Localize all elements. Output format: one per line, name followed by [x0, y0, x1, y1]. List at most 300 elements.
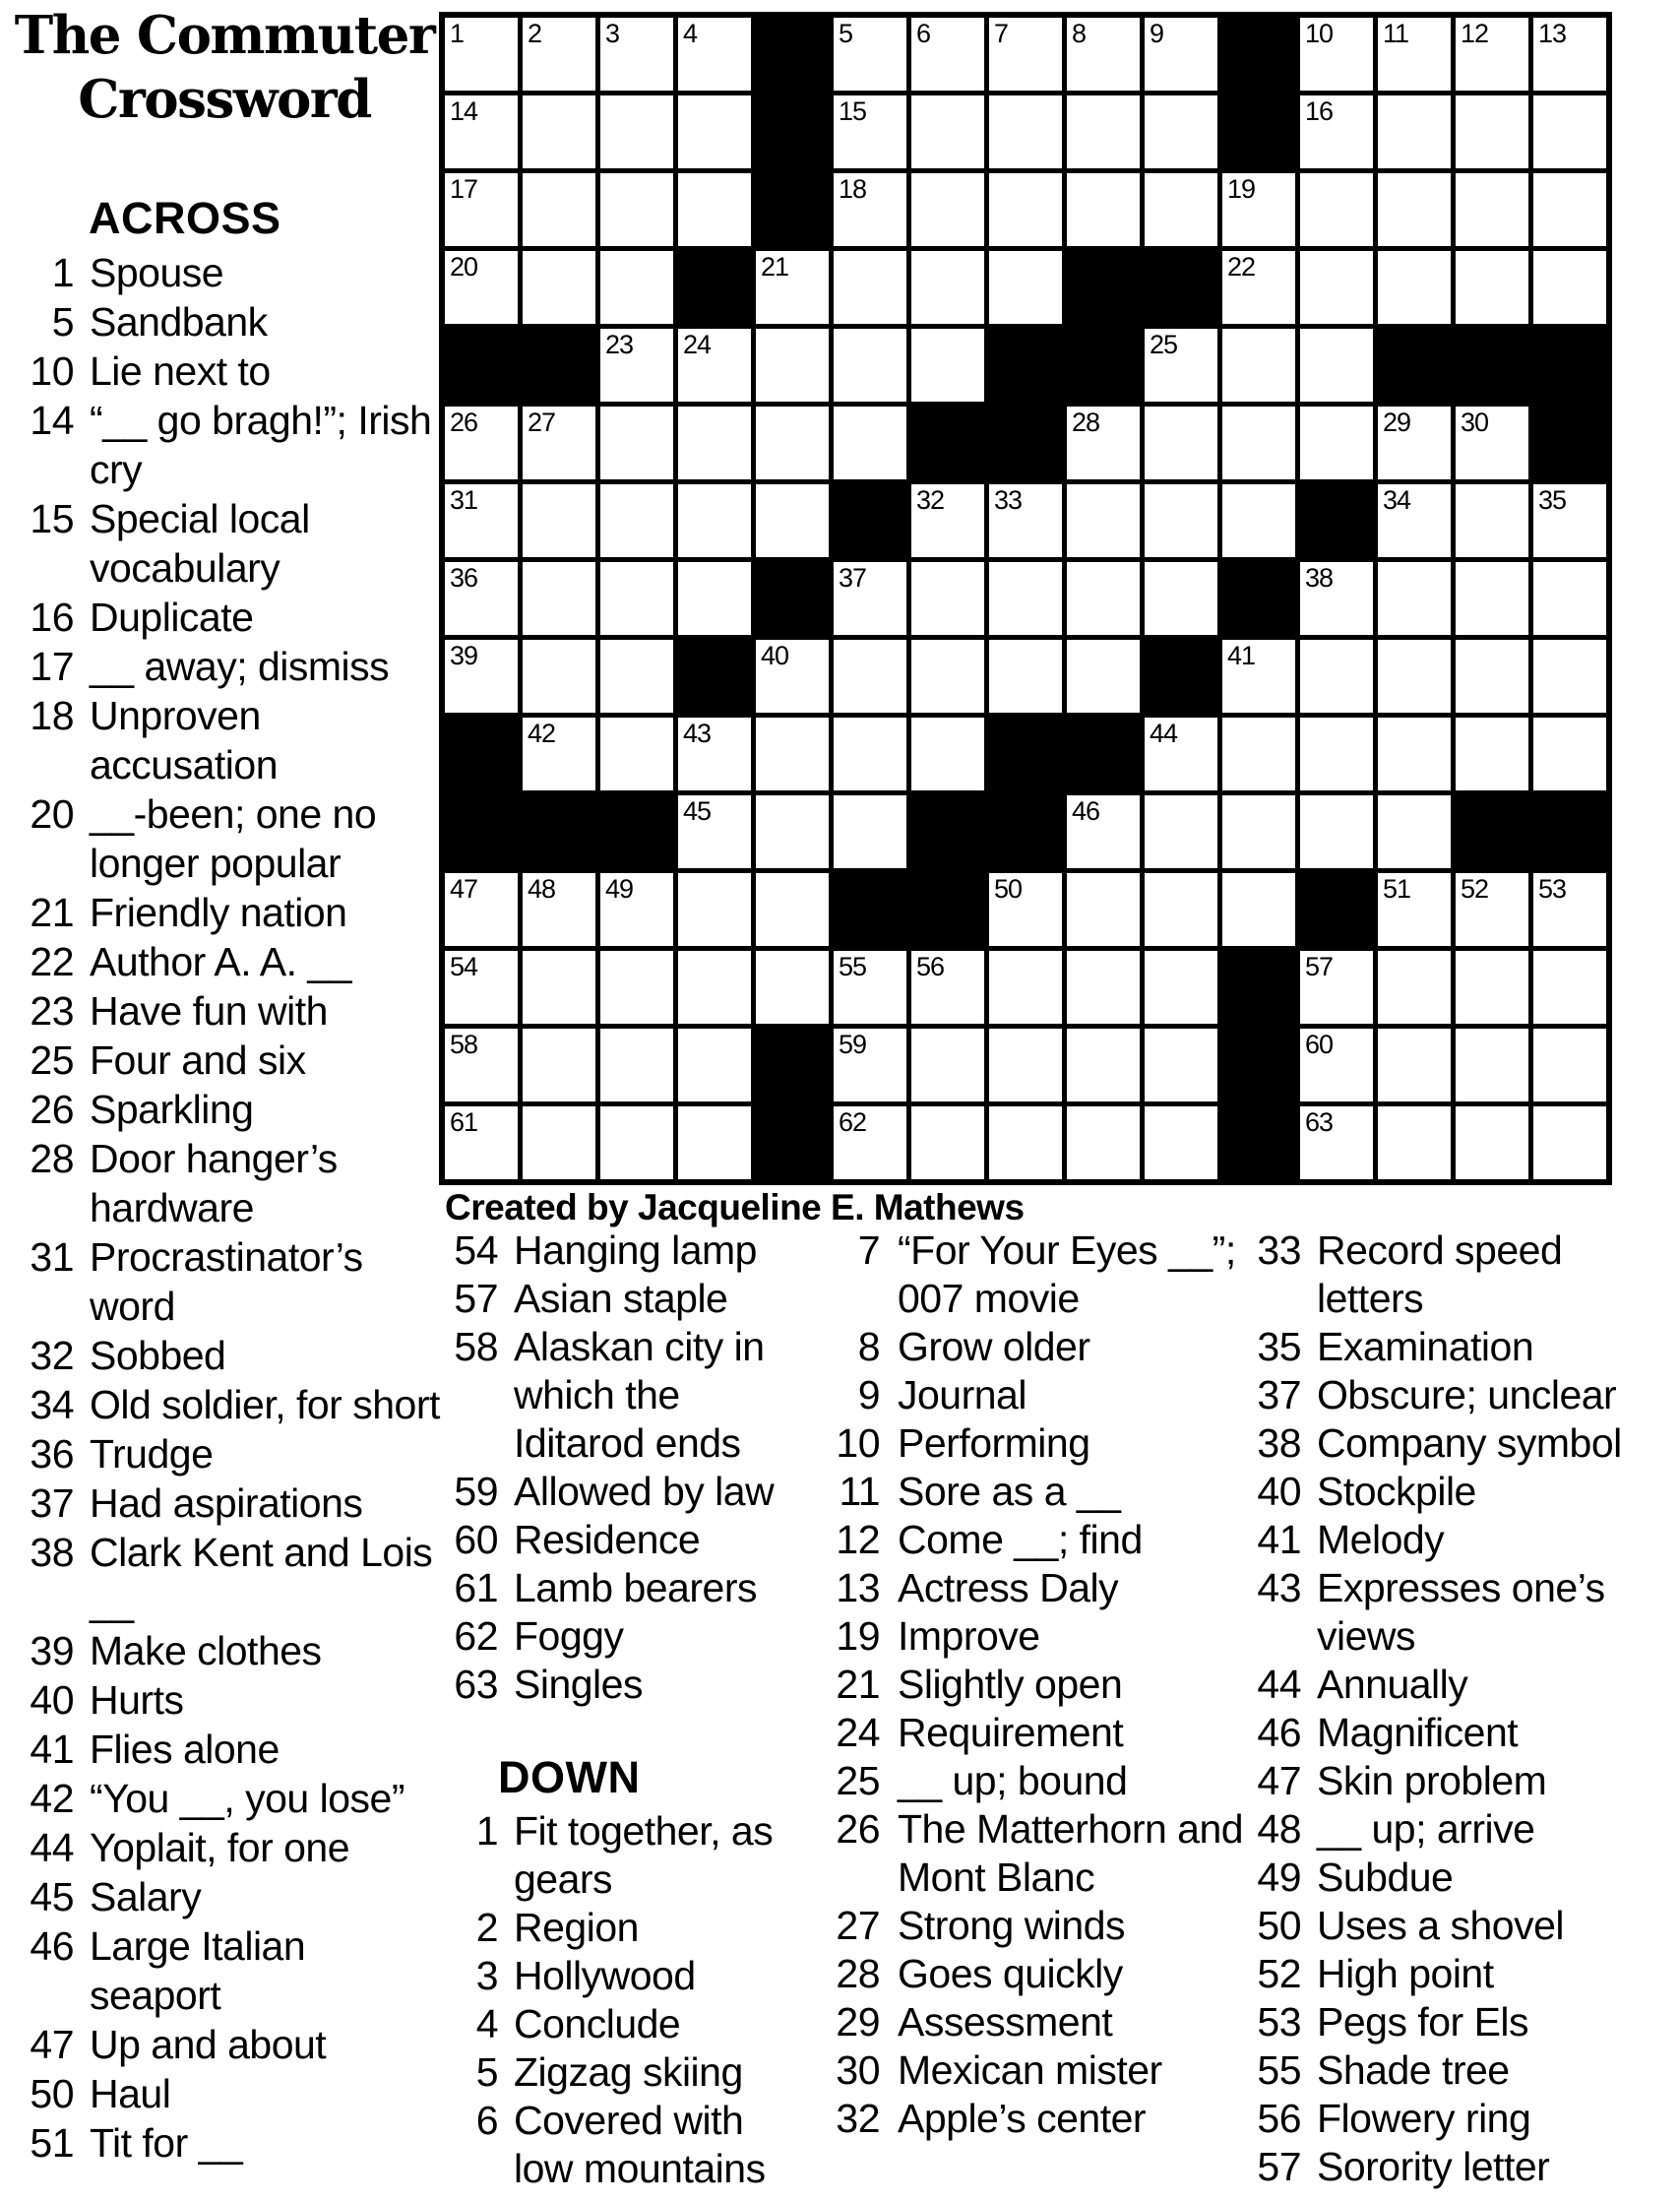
- cell-number: 57: [1305, 952, 1334, 981]
- grid-cell[interactable]: [756, 795, 829, 868]
- grid-cell[interactable]: [678, 95, 751, 168]
- grid-cell[interactable]: [1222, 407, 1295, 479]
- grid-cell[interactable]: [989, 951, 1062, 1024]
- grid-cell[interactable]: [1456, 951, 1528, 1024]
- grid-cell[interactable]: [1533, 1029, 1606, 1101]
- clue-item: [15, 642, 444, 691]
- grid-cell[interactable]: [1067, 1029, 1140, 1101]
- grid-cell[interactable]: [678, 1106, 751, 1179]
- grid-cell-black: [834, 484, 906, 557]
- grid-cell[interactable]: [1222, 718, 1295, 790]
- clue-number: 33: [1257, 1227, 1301, 1273]
- grid-cell[interactable]: [1222, 640, 1295, 713]
- clue-number: 60: [454, 1517, 498, 1562]
- clue-number: 27: [836, 1903, 880, 1948]
- grid-cell[interactable]: [1456, 1029, 1528, 1101]
- grid-cell[interactable]: [989, 173, 1062, 246]
- grid-cell[interactable]: [834, 951, 906, 1024]
- grid-cell[interactable]: [1067, 407, 1140, 479]
- grid-cell[interactable]: [989, 95, 1062, 168]
- grid-cell[interactable]: [445, 95, 518, 168]
- cell-number: 23: [605, 330, 634, 359]
- clue-number: 39: [30, 1628, 74, 1673]
- grid-cell[interactable]: [834, 718, 906, 790]
- grid-cell[interactable]: [600, 173, 673, 246]
- clue-text: Come __; find: [898, 1517, 1143, 1562]
- cell-number: 15: [839, 96, 867, 126]
- clue-number: 15: [30, 496, 74, 541]
- grid-cell[interactable]: [600, 640, 673, 713]
- across-header: ACROSS: [89, 193, 281, 243]
- grid-cell[interactable]: [1378, 1106, 1451, 1179]
- grid-cell[interactable]: [523, 18, 595, 91]
- grid-cell-black: [1533, 407, 1606, 479]
- grid-cell[interactable]: [911, 484, 984, 557]
- grid-cell[interactable]: [445, 640, 518, 713]
- grid-cell[interactable]: [1222, 173, 1295, 246]
- grid-cell[interactable]: [1533, 873, 1606, 946]
- grid-cell-black: [1378, 329, 1451, 402]
- grid-cell[interactable]: [834, 251, 906, 324]
- clue-item: [811, 1902, 1244, 1950]
- grid-cell[interactable]: [1533, 173, 1606, 246]
- clue-number: 1: [475, 1808, 498, 1854]
- grid-cell[interactable]: [911, 329, 984, 402]
- grid-cell[interactable]: [523, 1029, 595, 1101]
- cell-number: 48: [528, 874, 556, 904]
- clue-item: [15, 1429, 444, 1478]
- grid-cell[interactable]: [678, 562, 751, 635]
- grid-cell[interactable]: [1456, 18, 1528, 91]
- grid-cell[interactable]: [1378, 795, 1451, 868]
- grid-cell[interactable]: [523, 251, 595, 324]
- grid-cell[interactable]: [1456, 173, 1528, 246]
- grid-cell[interactable]: [1378, 484, 1451, 557]
- grid-cell[interactable]: [911, 718, 984, 790]
- grid-cell[interactable]: [834, 1106, 906, 1179]
- grid-cell[interactable]: [1145, 18, 1217, 91]
- clue-text: Salary: [90, 1874, 202, 1919]
- grid-cell[interactable]: [989, 873, 1062, 946]
- grid-cell[interactable]: [1300, 329, 1373, 402]
- grid-cell[interactable]: [600, 562, 673, 635]
- grid-cell[interactable]: [600, 95, 673, 168]
- grid-cell[interactable]: [445, 407, 518, 479]
- crossword-grid: [439, 12, 1612, 1185]
- grid-cell[interactable]: [523, 484, 595, 557]
- clue-item: [1240, 1564, 1644, 1661]
- grid-cell[interactable]: [678, 407, 751, 479]
- cell-number: 33: [994, 485, 1023, 515]
- grid-cell[interactable]: [911, 1029, 984, 1101]
- clue-text: Slightly open: [898, 1662, 1123, 1707]
- grid-cell[interactable]: [834, 640, 906, 713]
- grid-cell[interactable]: [1533, 951, 1606, 1024]
- grid-cell[interactable]: [834, 18, 906, 91]
- clue-text: Stockpile: [1317, 1469, 1476, 1514]
- clue-text: Sandbank: [90, 299, 268, 345]
- grid-cell[interactable]: [1145, 173, 1217, 246]
- clue-item: [439, 1807, 793, 1904]
- clue-item: [15, 2020, 444, 2069]
- grid-cell[interactable]: [989, 484, 1062, 557]
- grid-cell[interactable]: [1378, 640, 1451, 713]
- clue-item: [15, 1380, 444, 1429]
- grid-cell[interactable]: [445, 562, 518, 635]
- clue-item: [15, 396, 444, 494]
- puzzle-title: The Commuter Crossword: [14, 5, 435, 130]
- grid-cell[interactable]: [1145, 1029, 1217, 1101]
- grid-cell[interactable]: [1378, 562, 1451, 635]
- grid-cell-black: [1222, 18, 1295, 91]
- cell-number: 37: [839, 563, 867, 593]
- grid-cell[interactable]: [911, 562, 984, 635]
- grid-cell[interactable]: [678, 951, 751, 1024]
- grid-cell[interactable]: [445, 951, 518, 1024]
- clue-item: [811, 1323, 1244, 1371]
- clue-text: Grow older: [898, 1324, 1090, 1369]
- clue-item: [15, 1085, 444, 1134]
- clue-number: 23: [30, 988, 74, 1034]
- across-continued-and-down-column: [439, 1226, 793, 2193]
- grid-cell[interactable]: [911, 18, 984, 91]
- cell-number: 55: [839, 952, 867, 981]
- clue-item: [1240, 1323, 1644, 1371]
- grid-cell[interactable]: [445, 873, 518, 946]
- clue-item: [1240, 1419, 1644, 1468]
- cell-number: 49: [605, 874, 634, 904]
- grid-cell[interactable]: [600, 251, 673, 324]
- grid-cell[interactable]: [445, 484, 518, 557]
- clue-item: [811, 1371, 1244, 1419]
- grid-cell[interactable]: [600, 407, 673, 479]
- cell-number: 40: [761, 641, 789, 670]
- grid-cell[interactable]: [989, 562, 1062, 635]
- grid-cell[interactable]: [911, 95, 984, 168]
- clue-number: 52: [1257, 1951, 1301, 1996]
- clue-item: [439, 1323, 793, 1468]
- grid-cell[interactable]: [1145, 95, 1217, 168]
- grid-cell[interactable]: [445, 1029, 518, 1101]
- grid-cell[interactable]: [523, 95, 595, 168]
- grid-cell[interactable]: [834, 1029, 906, 1101]
- cell-number: 39: [450, 641, 478, 670]
- clue-number: 36: [30, 1431, 74, 1477]
- grid-cell[interactable]: [1222, 329, 1295, 402]
- grid-cell[interactable]: [834, 795, 906, 868]
- clue-text: Flies alone: [90, 1727, 280, 1772]
- clue-text: Expresses one’s views: [1317, 1565, 1605, 1659]
- clue-text: Friendly nation: [90, 890, 347, 935]
- clue-number: 32: [836, 2096, 880, 2141]
- grid-cell[interactable]: [989, 1106, 1062, 1179]
- clue-text: Company symbol: [1317, 1420, 1622, 1466]
- clue-item: [1240, 1371, 1644, 1419]
- grid-cell[interactable]: [1300, 795, 1373, 868]
- grid-cell[interactable]: [1300, 1029, 1373, 1101]
- clue-text: Fit together, as gears: [514, 1808, 774, 1902]
- grid-cell[interactable]: [1378, 251, 1451, 324]
- clue-item: [1240, 2046, 1644, 2095]
- grid-cell[interactable]: [1533, 562, 1606, 635]
- grid-cell[interactable]: [756, 251, 829, 324]
- grid-cell[interactable]: [1300, 1106, 1373, 1179]
- grid-cell[interactable]: [600, 873, 673, 946]
- clue-text: Apple’s center: [898, 2096, 1147, 2141]
- clue-item: [15, 937, 444, 986]
- grid-cell[interactable]: [1378, 18, 1451, 91]
- grid-cell-black: [678, 640, 751, 713]
- grid-cell[interactable]: [834, 329, 906, 402]
- grid-cell[interactable]: [1533, 718, 1606, 790]
- grid-cell[interactable]: [1456, 484, 1528, 557]
- clue-item: [15, 691, 444, 789]
- grid-cell[interactable]: [1067, 795, 1140, 868]
- cell-number: 51: [1383, 874, 1411, 904]
- cell-number: 53: [1538, 874, 1567, 904]
- grid-cell[interactable]: [1300, 407, 1373, 479]
- grid-cell[interactable]: [1067, 95, 1140, 168]
- grid-cell[interactable]: [756, 407, 829, 479]
- clue-item: [439, 1516, 793, 1564]
- grid-cell[interactable]: [1222, 795, 1295, 868]
- grid-cell[interactable]: [1378, 95, 1451, 168]
- grid-cell[interactable]: [756, 718, 829, 790]
- clue-text: Hurts: [90, 1677, 184, 1723]
- grid-cell[interactable]: [1067, 562, 1140, 635]
- grid-cell[interactable]: [1145, 407, 1217, 479]
- grid-cell[interactable]: [600, 484, 673, 557]
- grid-cell[interactable]: [911, 173, 984, 246]
- grid-cell[interactable]: [1378, 873, 1451, 946]
- grid-cell[interactable]: [834, 407, 906, 479]
- grid-cell-black: [1456, 329, 1528, 402]
- clue-text: Flowery ring: [1317, 2096, 1531, 2141]
- grid-cell[interactable]: [600, 1029, 673, 1101]
- cell-number: 9: [1150, 19, 1164, 48]
- grid-cell[interactable]: [1456, 718, 1528, 790]
- grid-cell[interactable]: [445, 173, 518, 246]
- clue-item: [15, 248, 444, 297]
- grid-cell[interactable]: [523, 407, 595, 479]
- clue-text: Yoplait, for one: [90, 1825, 350, 1870]
- clue-text: Allowed by law: [514, 1469, 775, 1514]
- grid-cell[interactable]: [1145, 795, 1217, 868]
- clue-item: [1240, 1709, 1644, 1757]
- grid-cell[interactable]: [678, 484, 751, 557]
- clue-item: [439, 1661, 793, 1709]
- grid-cell[interactable]: [678, 329, 751, 402]
- cell-number: 17: [450, 174, 478, 204]
- grid-cell[interactable]: [1300, 18, 1373, 91]
- grid-cell[interactable]: [1456, 640, 1528, 713]
- grid-cell[interactable]: [911, 1106, 984, 1179]
- grid-cell[interactable]: [1067, 951, 1140, 1024]
- grid-cell-black: [1145, 251, 1217, 324]
- grid-cell[interactable]: [1456, 1106, 1528, 1179]
- grid-cell[interactable]: [1145, 951, 1217, 1024]
- cell-number: 14: [450, 96, 478, 126]
- grid-cell[interactable]: [600, 951, 673, 1024]
- clue-text: Subdue: [1317, 1855, 1454, 1900]
- clue-number: 28: [836, 1951, 880, 1996]
- clue-number: 2: [475, 1905, 498, 1950]
- grid-cell[interactable]: [523, 640, 595, 713]
- clue-item: [15, 1921, 444, 2020]
- grid-cell[interactable]: [600, 18, 673, 91]
- grid-cell[interactable]: [911, 251, 984, 324]
- grid-cell[interactable]: [989, 1029, 1062, 1101]
- grid-cell[interactable]: [834, 562, 906, 635]
- grid-cell[interactable]: [1145, 1106, 1217, 1179]
- grid-cell[interactable]: [1300, 951, 1373, 1024]
- clue-number: 5: [475, 2049, 498, 2095]
- grid-cell[interactable]: [756, 329, 829, 402]
- grid-cell[interactable]: [1456, 95, 1528, 168]
- grid-cell[interactable]: [678, 173, 751, 246]
- grid-cell[interactable]: [1456, 251, 1528, 324]
- grid-cell[interactable]: [1145, 329, 1217, 402]
- grid-cell[interactable]: [1145, 873, 1217, 946]
- grid-cell[interactable]: [600, 1106, 673, 1179]
- grid-cell[interactable]: [911, 951, 984, 1024]
- down-clue-list-3: [1240, 1226, 1644, 2191]
- grid-cell[interactable]: [1145, 484, 1217, 557]
- clue-text: Hollywood: [514, 1953, 696, 1998]
- grid-cell[interactable]: [1456, 873, 1528, 946]
- clue-number: 3: [475, 1953, 498, 1998]
- grid-cell[interactable]: [1533, 251, 1606, 324]
- grid-cell[interactable]: [678, 795, 751, 868]
- grid-cell[interactable]: [1067, 173, 1140, 246]
- grid-cell-black: [756, 95, 829, 168]
- clue-number: 11: [839, 1469, 880, 1514]
- grid-cell[interactable]: [1378, 951, 1451, 1024]
- clue-text: Record speed letters: [1317, 1227, 1563, 1321]
- grid-cell[interactable]: [989, 640, 1062, 713]
- clue-number: 43: [1257, 1565, 1301, 1610]
- grid-cell[interactable]: [1300, 718, 1373, 790]
- grid-cell[interactable]: [1300, 251, 1373, 324]
- grid-cell[interactable]: [989, 18, 1062, 91]
- grid-cell[interactable]: [1533, 640, 1606, 713]
- grid-cell[interactable]: [1378, 718, 1451, 790]
- grid-cell[interactable]: [911, 640, 984, 713]
- grid-cell[interactable]: [756, 951, 829, 1024]
- grid-cell[interactable]: [678, 718, 751, 790]
- clue-number: 14: [30, 398, 74, 443]
- grid-cell[interactable]: [989, 251, 1062, 324]
- grid-cell[interactable]: [1067, 1106, 1140, 1179]
- grid-cell[interactable]: [1067, 18, 1140, 91]
- cell-number: 31: [450, 485, 478, 515]
- grid-cell[interactable]: [445, 1106, 518, 1179]
- grid-cell[interactable]: [834, 95, 906, 168]
- clue-text: Magnificent: [1317, 1710, 1519, 1755]
- grid-cell[interactable]: [1145, 562, 1217, 635]
- grid-cell[interactable]: [1456, 562, 1528, 635]
- grid-cell[interactable]: [1067, 484, 1140, 557]
- grid-cell[interactable]: [523, 173, 595, 246]
- grid-cell[interactable]: [1533, 1106, 1606, 1179]
- clue-number: 59: [454, 1469, 498, 1514]
- cell-number: 60: [1305, 1030, 1334, 1059]
- clue-text: Residence: [514, 1517, 701, 1562]
- grid-cell[interactable]: [1378, 407, 1451, 479]
- grid-cell[interactable]: [1145, 718, 1217, 790]
- grid-cell[interactable]: [1533, 95, 1606, 168]
- grid-cell[interactable]: [1300, 95, 1373, 168]
- grid-cell[interactable]: [1300, 173, 1373, 246]
- grid-cell-black: [1300, 484, 1373, 557]
- clue-number: 18: [30, 693, 74, 738]
- clue-number: 45: [30, 1874, 74, 1919]
- clue-text: “You __, you lose”: [90, 1776, 404, 1821]
- grid-cell[interactable]: [445, 251, 518, 324]
- cell-number: 29: [1383, 408, 1411, 437]
- grid-cell[interactable]: [1222, 251, 1295, 324]
- clue-number: 41: [30, 1727, 74, 1772]
- clue-text: Actress Daly: [898, 1565, 1119, 1610]
- grid-cell[interactable]: [1222, 484, 1295, 557]
- grid-cell[interactable]: [756, 484, 829, 557]
- clue-number: 57: [1257, 2144, 1301, 2189]
- grid-cell[interactable]: [1533, 484, 1606, 557]
- grid-cell[interactable]: [1378, 173, 1451, 246]
- grid-cell[interactable]: [600, 718, 673, 790]
- cell-number: 11: [1383, 19, 1409, 48]
- grid-cell[interactable]: [756, 873, 829, 946]
- clue-item: [15, 2118, 444, 2168]
- cell-number: 61: [450, 1107, 478, 1137]
- grid-cell[interactable]: [1300, 562, 1373, 635]
- grid-cell[interactable]: [523, 718, 595, 790]
- grid-cell[interactable]: [523, 951, 595, 1024]
- grid-cell[interactable]: [678, 873, 751, 946]
- grid-cell[interactable]: [445, 18, 518, 91]
- grid-cell[interactable]: [1067, 640, 1140, 713]
- clue-item: [15, 494, 444, 593]
- clue-item: [15, 1823, 444, 1872]
- grid-cell[interactable]: [678, 1029, 751, 1101]
- clue-item: [15, 1725, 444, 1774]
- grid-cell-black: [756, 1106, 829, 1179]
- grid-cell[interactable]: [834, 173, 906, 246]
- grid-cell[interactable]: [678, 18, 751, 91]
- grid-cell[interactable]: [1067, 873, 1140, 946]
- grid-cell[interactable]: [1222, 873, 1295, 946]
- clue-text: Sobbed: [90, 1333, 226, 1378]
- clue-item: [1240, 1998, 1644, 2046]
- clue-item: [811, 1661, 1244, 1709]
- cell-number: 6: [916, 19, 931, 48]
- grid-cell[interactable]: [1300, 640, 1373, 713]
- grid-cell[interactable]: [523, 873, 595, 946]
- grid-cell[interactable]: [600, 329, 673, 402]
- grid-cell[interactable]: [1456, 407, 1528, 479]
- grid-cell[interactable]: [1378, 1029, 1451, 1101]
- grid-cell[interactable]: [1533, 18, 1606, 91]
- grid-cell-black: [756, 1029, 829, 1101]
- clue-item: [811, 1468, 1244, 1516]
- grid-cell[interactable]: [523, 562, 595, 635]
- cell-number: 43: [683, 719, 712, 748]
- grid-cell[interactable]: [756, 640, 829, 713]
- grid-cell[interactable]: [523, 1106, 595, 1179]
- grid-cell-black: [1533, 329, 1606, 402]
- clue-text: Trudge: [90, 1431, 214, 1477]
- clue-item: [15, 297, 444, 346]
